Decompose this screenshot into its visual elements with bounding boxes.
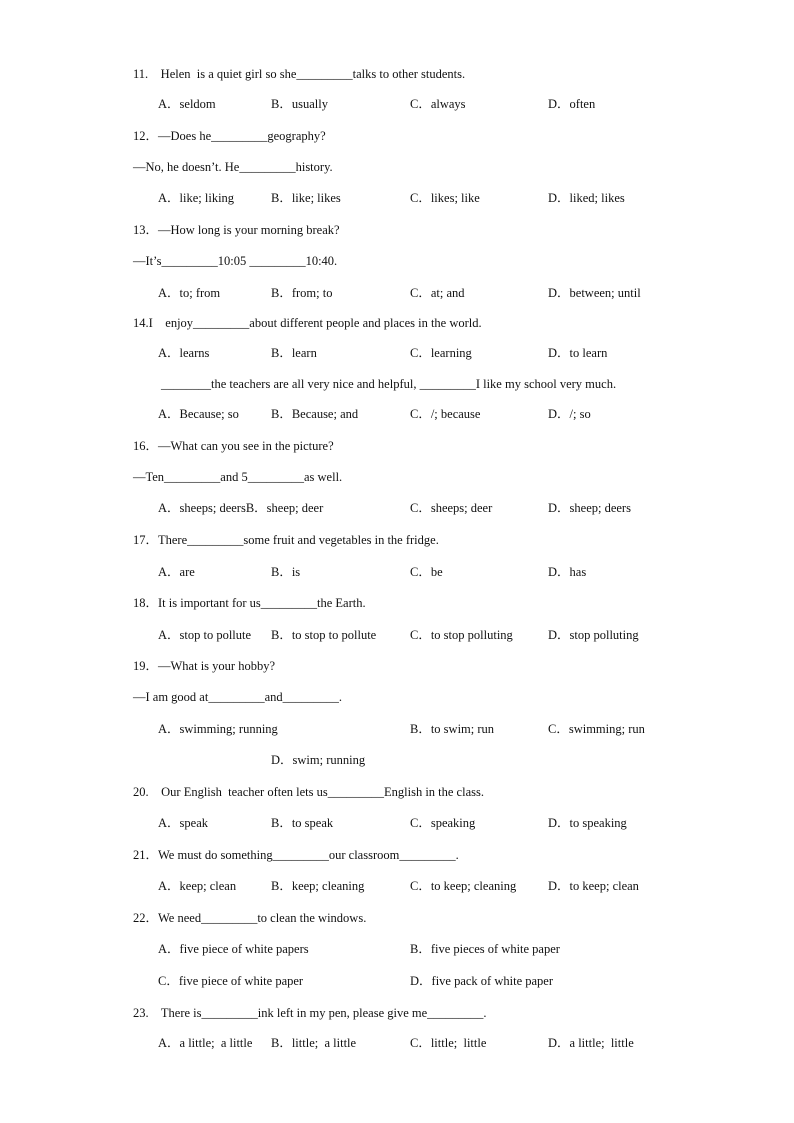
question-23-option-a: A．a little; a little	[158, 1036, 253, 1050]
question-13-option-c: C．at; and	[410, 286, 465, 300]
question-16-option-a-b: A．sheeps; deersB．sheep; deer	[158, 501, 324, 515]
question-18-option-a: A．stop to pollute	[158, 628, 252, 642]
question-21-option-c: C．to keep; cleaning	[410, 879, 517, 893]
question-11-option-b: B．usually	[271, 97, 328, 111]
question-19-stem-answer: —I am good at_________and_________.	[133, 690, 343, 704]
question-19-stem: 19．—What is your hobby?	[133, 659, 275, 673]
question-20-option-c: C．speaking	[410, 816, 476, 830]
question-22-stem: 22．We need_________to clean the windows.	[133, 911, 367, 925]
question-12-stem: 12．—Does he_________geography?	[133, 129, 326, 143]
question-21-option-b: B．keep; cleaning	[271, 879, 365, 893]
question-21-option-a: A．keep; clean	[158, 879, 237, 893]
question-12-option-d: D．liked; likes	[548, 191, 625, 205]
question-17-option-c: C．be	[410, 565, 443, 579]
question-11-stem: 11. Helen is a quiet girl so she_________talks to other students.	[133, 67, 466, 81]
question-23-option-b: B．little; a little	[271, 1036, 357, 1050]
question-13-option-d: D．between; until	[548, 286, 641, 300]
question-22-option-c: C．five piece of white paper	[158, 974, 304, 988]
question-17-option-a: A．are	[158, 565, 195, 579]
question-14-option-d: D．to learn	[548, 346, 608, 360]
question-16-option-d: D．sheep; deers	[548, 501, 631, 515]
question-15-option-b: B．Because; and	[271, 407, 359, 421]
question-13-stem: 13．—How long is your morning break?	[133, 223, 340, 237]
question-20-option-a: A．speak	[158, 816, 208, 830]
question-19-option-c: C．swimming; run	[548, 722, 645, 736]
question-17-option-b: B．is	[271, 565, 301, 579]
question-15-stem: ________the teachers are all very nice and helpful, _________I like my school very much.	[161, 377, 617, 391]
question-23-option-c: C．little; little	[410, 1036, 487, 1050]
question-12-option-a: A．like; liking	[158, 191, 235, 205]
question-20-option-d: D．to speaking	[548, 816, 627, 830]
question-22-option-b: B．five pieces of white paper	[410, 942, 560, 956]
question-13-option-a: A．to; from	[158, 286, 221, 300]
question-13-option-b: B．from; to	[271, 286, 333, 300]
question-23-stem: 23. There is_________ink left in my pen, please give me_________.	[133, 1006, 487, 1020]
question-16-stem: 16．—What can you see in the picture?	[133, 439, 334, 453]
question-15-option-d: D．/; so	[548, 407, 591, 421]
question-19-option-b: B．to swim; run	[410, 722, 495, 736]
question-19-option-d: D．swim; running	[271, 753, 366, 767]
question-14-option-a: A．learns	[158, 346, 210, 360]
question-17-stem: 17．There_________some fruit and vegetables in the fridge.	[133, 533, 439, 547]
question-21-option-d: D．to keep; clean	[548, 879, 639, 893]
question-18-stem: 18．It is important for us_________the Earth.	[133, 596, 366, 610]
question-19-option-a: A．swimming; running	[158, 722, 278, 736]
question-14-option-b: B．learn	[271, 346, 317, 360]
question-12-stem-answer: —No, he doesn’t. He_________history.	[133, 160, 333, 174]
question-23-option-d: D．a little; little	[548, 1036, 634, 1050]
question-20-option-b: B．to speak	[271, 816, 334, 830]
question-22-option-a: A．five piece of white papers	[158, 942, 309, 956]
question-17-option-d: D．has	[548, 565, 587, 579]
question-12-option-b: B．like; likes	[271, 191, 341, 205]
question-11-option-d: D．often	[548, 97, 596, 111]
question-14-stem: 14.I enjoy_________about different people and places in the world.	[133, 316, 482, 330]
question-18-option-c: C．to stop polluting	[410, 628, 513, 642]
question-20-stem: 20. Our English teacher often lets us_________English in the class.	[133, 785, 484, 799]
question-22-option-d: D．five pack of white paper	[410, 974, 553, 988]
question-16-stem-answer: —Ten_________and 5_________as well.	[133, 470, 343, 484]
question-21-stem: 21．We must do something_________our classroom_________.	[133, 848, 459, 862]
question-13-stem-answer: —It’s_________10:05 _________10:40.	[133, 254, 338, 268]
question-11-option-a: A．seldom	[158, 97, 216, 111]
question-16-option-c: C．sheeps; deer	[410, 501, 493, 515]
question-15-option-a: A．Because; so	[158, 407, 239, 421]
question-15-option-c: C．/; because	[410, 407, 481, 421]
question-12-option-c: C．likes; like	[410, 191, 480, 205]
question-14-option-c: C．learning	[410, 346, 472, 360]
question-18-option-d: D．stop polluting	[548, 628, 639, 642]
question-11-option-c: C．always	[410, 97, 466, 111]
question-18-option-b: B．to stop to pollute	[271, 628, 377, 642]
